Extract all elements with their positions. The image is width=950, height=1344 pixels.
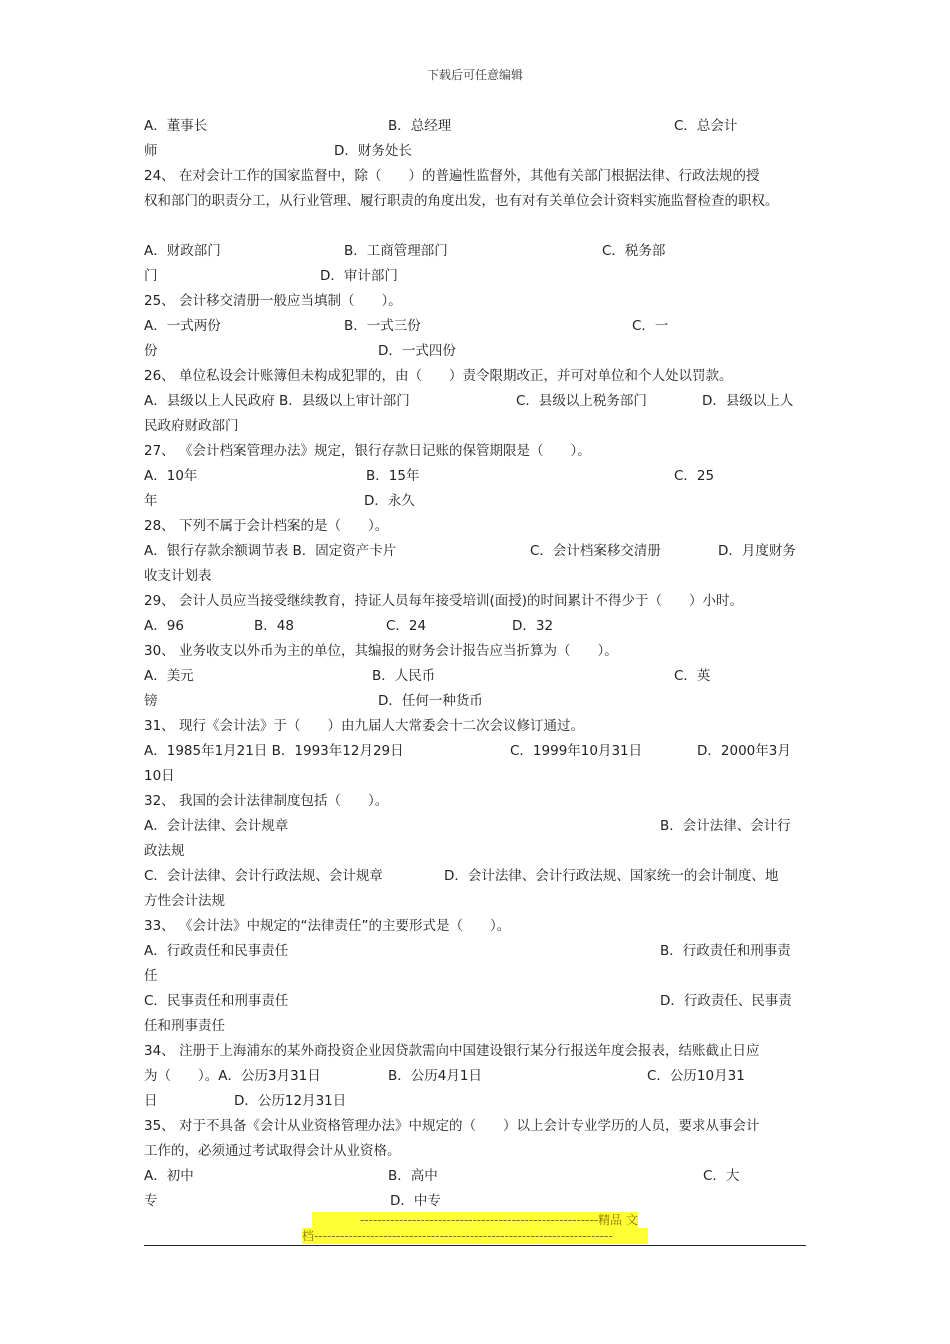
text-segment: C．会计档案移交清册: [530, 543, 661, 559]
text-segment: 日: [144, 1093, 158, 1109]
text-segment: D．中专: [390, 1193, 441, 1209]
text-segment: 33、 《会计法》中规定的“法律责任”的主要形式是（ ）。: [144, 918, 511, 934]
text-line: [144, 989, 808, 1014]
text-line: [144, 1114, 808, 1139]
text-segment: D．行政责任、民事责: [660, 993, 792, 1009]
text-line: [144, 514, 808, 539]
text-line: [144, 289, 808, 314]
text-line: [144, 1039, 808, 1064]
text-line: [144, 739, 808, 764]
text-segment: C．25: [674, 468, 715, 484]
text-segment: C．一: [632, 318, 669, 334]
text-line: [144, 339, 808, 364]
text-line: [144, 364, 808, 389]
text-segment: A．行政责任和民事责任: [144, 943, 289, 959]
question-list: [144, 114, 808, 1214]
text-line: [144, 439, 808, 464]
text-segment: A．初中: [144, 1168, 194, 1184]
text-line: [144, 589, 808, 614]
text-line: [144, 1089, 808, 1114]
text-segment: D．32: [512, 618, 554, 634]
text-segment: B．行政责任和刑事责: [660, 943, 791, 959]
text-segment: D．审计部门: [320, 268, 398, 284]
text-line: [144, 1014, 808, 1039]
text-line: [144, 964, 808, 989]
text-segment: C．公历10月31: [647, 1068, 745, 1084]
text-segment: 政法规: [144, 843, 185, 859]
text-segment: 24、 在对会计工作的国家监督中，除（ ）的普遍性监督外，其他有关部门根据法律、行政法规的授: [144, 168, 760, 184]
text-line: [144, 239, 808, 264]
text-line: [144, 414, 808, 439]
text-segment: 师: [144, 143, 158, 159]
text-segment: D．2000年3月: [697, 743, 791, 759]
text-segment: 任: [144, 968, 158, 984]
text-line: [144, 564, 808, 589]
text-segment: 10日: [144, 768, 175, 784]
text-segment: B．48: [254, 618, 294, 634]
text-segment: C．英: [674, 668, 711, 684]
text-segment: B．总经理: [388, 118, 452, 134]
text-segment: 份: [144, 343, 158, 359]
text-line: [144, 189, 808, 214]
text-line: [144, 1139, 808, 1164]
text-segment: A．一式两份: [144, 318, 221, 334]
text-segment: A．董事长: [144, 118, 208, 134]
text-line: [144, 539, 808, 564]
text-line: [144, 764, 808, 789]
text-segment: 27、 《会计档案管理办法》规定，银行存款日记账的保管期限是（ ）。: [144, 443, 591, 459]
page-header: 下载后可任意编辑: [426, 68, 523, 82]
text-segment: D．月度财务: [718, 543, 796, 559]
text-segment: A．10年: [144, 468, 198, 484]
text-line: [144, 264, 808, 289]
text-line: [144, 914, 808, 939]
text-segment: B．公历4月1日: [388, 1068, 482, 1084]
text-line: [144, 389, 808, 414]
text-segment: 收支计划表: [144, 568, 212, 584]
footer-watermark-line-2: 档---------------------------------------------------------------------: [302, 1228, 648, 1244]
text-segment: 年: [144, 493, 158, 509]
text-line: [144, 164, 808, 189]
text-segment: D．一式四份: [378, 343, 456, 359]
text-segment: 任和刑事责任: [144, 1018, 225, 1034]
text-segment: 32、 我国的会计法律制度包括（ ）。: [144, 793, 389, 809]
text-line: [144, 1164, 808, 1189]
text-segment: A．96: [144, 618, 184, 634]
text-line: [144, 664, 808, 689]
text-line: [144, 464, 808, 489]
footer-divider: [144, 1245, 806, 1246]
text-segment: A．美元: [144, 668, 194, 684]
text-segment: C．1999年10月31日: [510, 743, 643, 759]
text-line: [144, 814, 808, 839]
text-segment: D．会计法律、会计行政法规、国家统一的会计制度、地: [444, 868, 779, 884]
text-segment: 镑: [144, 693, 158, 709]
text-segment: 30、 业务收支以外币为主的单位，其编报的财务会计报告应当折算为（ ）。: [144, 643, 618, 659]
text-segment: 为（ ）。A．公历3月31日: [144, 1068, 321, 1084]
text-line: [144, 839, 808, 864]
footer-watermark-line-1: -------------------------------------------------------精品 文: [312, 1212, 638, 1228]
text-segment: 方性会计法规: [144, 893, 225, 909]
text-segment: C．会计法律、会计行政法规、会计规章: [144, 868, 383, 884]
text-line: [144, 114, 808, 139]
text-segment: 34、 注册于上海浦东的某外商投资企业因贷款需向中国建设银行某分行报送年度会报表，结账截止日应: [144, 1043, 760, 1059]
text-segment: D．财务处长: [334, 143, 412, 159]
text-segment: A．县级以上人民政府 B．县级以上审计部门: [144, 393, 410, 409]
text-line: [144, 314, 808, 339]
text-segment: D．任何一种货币: [378, 693, 483, 709]
text-line: [144, 1189, 808, 1214]
text-segment: 民政府财政部门: [144, 418, 239, 434]
text-line: [144, 714, 808, 739]
text-segment: D．县级以上人: [702, 393, 794, 409]
text-segment: D．永久: [364, 493, 415, 509]
text-segment: B．15年: [366, 468, 420, 484]
text-segment: D．公历12月31日: [234, 1093, 347, 1109]
text-segment: A．财政部门: [144, 243, 221, 259]
text-segment: 权和部门的职责分工，从行业管理、履行职责的角度出发，也有对有关单位会计资料实施监督检查的职权。: [144, 193, 779, 209]
text-line: [144, 139, 808, 164]
text-line: [144, 1064, 808, 1089]
text-segment: C．大: [703, 1168, 740, 1184]
text-segment: B．工商管理部门: [344, 243, 448, 259]
text-segment: 28、 下列不属于会计档案的是（ ）。: [144, 518, 389, 534]
text-segment: A．会计法律、会计规章: [144, 818, 289, 834]
text-segment: C．税务部: [602, 243, 666, 259]
text-segment: 工作的，必须通过考试取得会计从业资格。: [144, 1143, 401, 1159]
text-line: [144, 689, 808, 714]
text-segment: 26、 单位私设会计账簿但未构成犯罪的，由（ ）责令限期改正，并可对单位和个人处以罚款。: [144, 368, 733, 384]
text-segment: B．一式三份: [344, 318, 421, 334]
text-segment: 专: [144, 1193, 158, 1209]
text-segment: A．银行存款余额调节表 B．固定资产卡片: [144, 543, 397, 559]
text-line: [144, 889, 808, 914]
text-segment: B．人民币: [372, 668, 436, 684]
text-segment: B．高中: [388, 1168, 438, 1184]
text-segment: B．会计法律、会计行: [660, 818, 791, 834]
text-line: [144, 639, 808, 664]
text-segment: C．县级以上税务部门: [516, 393, 647, 409]
text-segment: 门: [144, 268, 158, 284]
text-line: [144, 789, 808, 814]
text-segment: 35、 对于不具备《会计从业资格管理办法》中规定的（ ）以上会计专业学历的人员，要求从事会计: [144, 1118, 760, 1134]
text-segment: C．民事责任和刑事责任: [144, 993, 289, 1009]
text-segment: 25、 会计移交清册一般应当填制（ ）。: [144, 293, 402, 309]
text-line: [144, 214, 808, 239]
text-segment: 29、 会计人员应当接受继续教育，持证人员每年接受培训(面授)的时间累计不得少于（ ）小时。: [144, 593, 744, 609]
text-segment: A．1985年1月21日 B．1993年12月29日: [144, 743, 404, 759]
text-line: [144, 939, 808, 964]
text-segment: C．24: [386, 618, 427, 634]
text-segment: 31、 现行《会计法》于（ ）由九届人大常委会十二次会议修订通过。: [144, 718, 584, 734]
text-segment: C．总会计: [674, 118, 738, 134]
text-line: [144, 614, 808, 639]
text-line: [144, 489, 808, 514]
text-line: [144, 864, 808, 889]
